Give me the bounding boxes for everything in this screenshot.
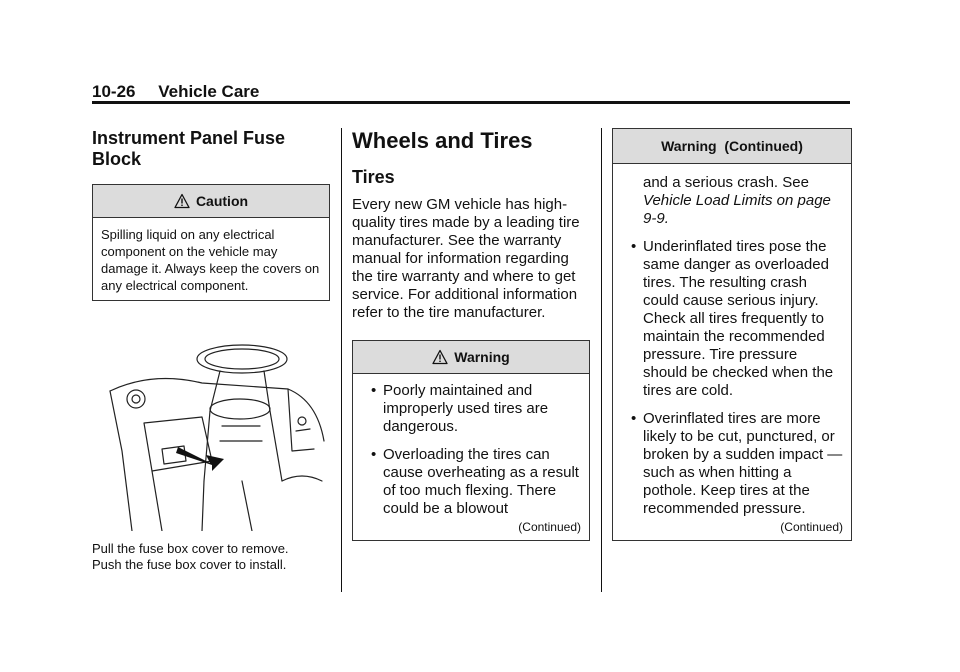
exclamation-icon — [432, 349, 448, 365]
warning-continued-title: Warning (Continued) — [661, 138, 803, 154]
load-limits-reference[interactable]: Vehicle Load Limits on page 9-9 — [643, 192, 831, 227]
column-divider-left — [341, 128, 342, 592]
exclamation-icon — [174, 193, 190, 209]
page-header — [92, 82, 259, 102]
warning-body — [353, 374, 589, 540]
caption-install: Push the fuse box cover to install. — [92, 557, 287, 572]
warning-list — [361, 382, 581, 518]
list-item: • Overinflated tires are more likely to be cut, punctured, or broken by a sudden impact — such as when hitting a pothole. Keep tires at the recommended pressure. — [631, 410, 843, 517]
tires-paragraph: Every new GM vehicle has high-quality tires made by a leading tire manufacturer. See the warranty manual for information regarding the tire warranty and where to get service. For additional information refer to the tire manufacturer. — [352, 196, 580, 321]
warning-continued-header — [613, 129, 851, 164]
column-2 — [352, 128, 590, 541]
header-rule — [92, 101, 850, 104]
warning-continued-box — [612, 128, 852, 541]
warning-continuation-text: and a serious crash. See Vehicle Load Limits on page 9-9. — [643, 174, 831, 227]
column-3 — [612, 128, 852, 541]
caution-text: Spilling liquid on any electrical component on the vehicle may damage it. Always keep the covers on any electrical component. — [101, 227, 320, 293]
caption-remove: Pull the fuse box cover to remove. — [92, 541, 289, 556]
fuse-block-heading: Instrument Panel Fuse Block — [92, 128, 286, 169]
caution-header — [93, 185, 329, 218]
caution-title: Caution — [195, 193, 249, 209]
fuse-box-illustration — [92, 331, 330, 531]
section-title: Vehicle Care — [158, 82, 260, 101]
list-item: • Overloading the tires can cause overheating as a result of too much flexing. There could be a blowout — [371, 446, 579, 517]
column-1 — [92, 128, 330, 573]
warning-title: Warning — [454, 349, 510, 365]
warning-list — [621, 238, 843, 518]
warning-continued-body — [613, 164, 851, 540]
wheels-tires-heading: Wheels and Tires — [352, 128, 533, 153]
tires-heading: Tires — [352, 167, 395, 187]
caution-box — [92, 184, 330, 301]
continued-label: (Continued) — [780, 520, 843, 534]
list-item: • Poorly maintained and improperly used tires are dangerous. — [371, 382, 549, 435]
warning-header — [353, 341, 589, 374]
continued-label: (Continued) — [518, 520, 581, 534]
list-item: • Underinflated tires pose the same danger as overloaded tires. The resulting crash could cause serious injury. Check all tires frequently to maintain the recommended pressure. Tire pressure should be checked when the tires are cold. — [631, 238, 834, 399]
column-divider-right — [601, 128, 602, 592]
page-number: 10-26 — [92, 82, 136, 101]
warning-box — [352, 340, 590, 541]
